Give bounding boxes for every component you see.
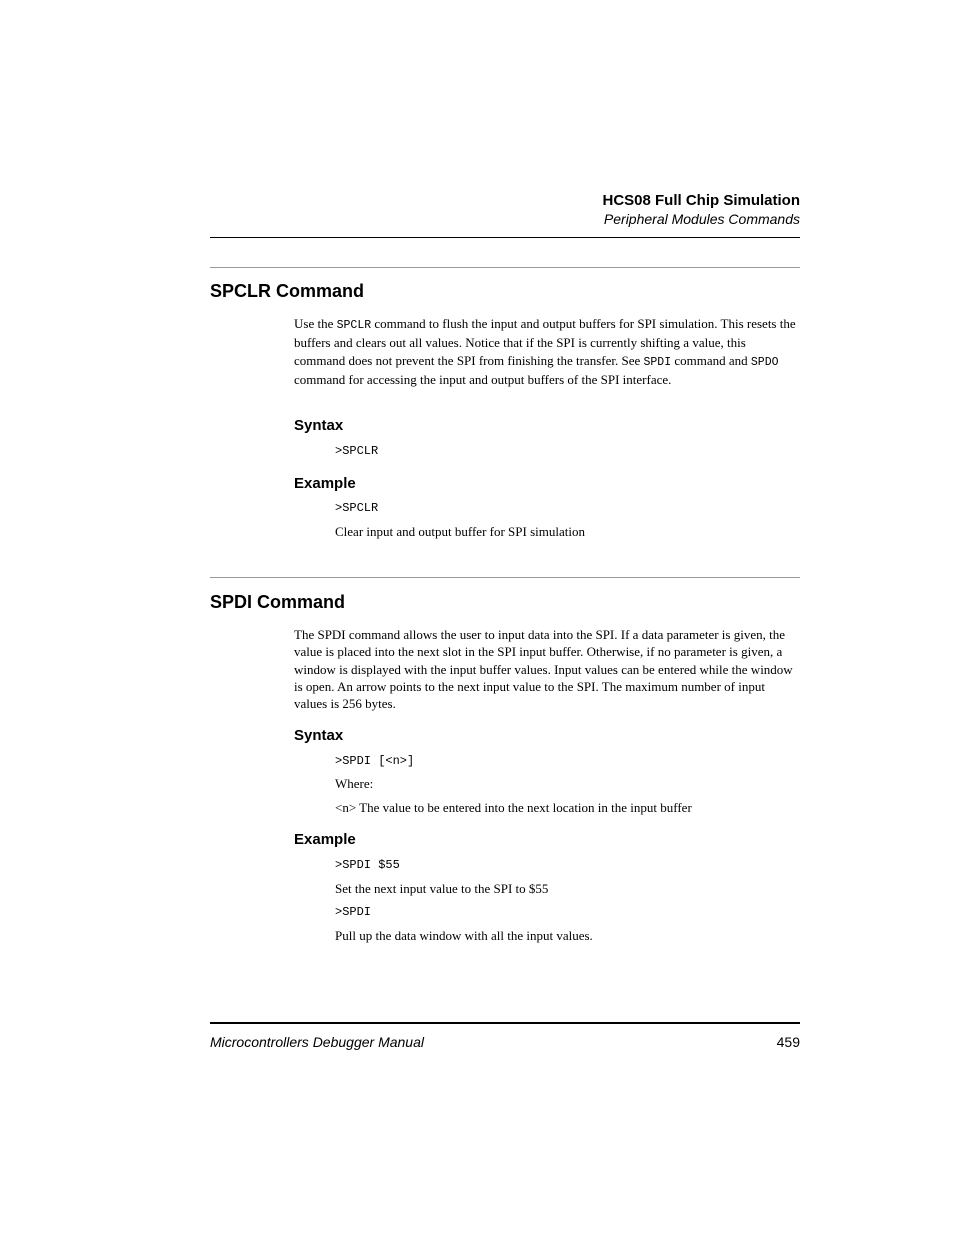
inline-code: SPCLR <box>336 319 372 332</box>
chapter-title: HCS08 Full Chip Simulation <box>602 192 800 209</box>
example-code: >SPDI <box>335 905 372 919</box>
text-run: command and <box>671 352 751 368</box>
text-run: Use the <box>294 316 337 331</box>
syntax-heading: Syntax <box>294 417 344 434</box>
text-run: command for accessing the input and output buffers of the SPI interface. <box>294 371 672 387</box>
syntax-code: >SPDI [<n>] <box>335 754 415 768</box>
section-heading-spdi: SPDI Command <box>210 592 346 612</box>
header-rule <box>210 237 800 238</box>
section-divider <box>210 267 800 268</box>
inline-code: SPDI <box>643 355 672 369</box>
example-code: >SPCLR <box>335 501 379 515</box>
example-description: Clear input and output buffer for SPI simulation <box>335 524 585 539</box>
syntax-heading: Syntax <box>294 727 344 744</box>
section-divider <box>210 577 800 578</box>
parameter-description: <n> The value to be entered into the next location in the input buffer <box>335 800 692 815</box>
example-heading: Example <box>294 831 356 848</box>
where-label: Where: <box>335 776 374 791</box>
example-code: >SPDI $55 <box>335 858 400 872</box>
page-number: 459 <box>776 1034 800 1050</box>
spdi-description: The SPDI command allows the user to input data into the SPI. If a data parameter is given, the value is placed into the next slot in the SPI input buffer. Otherwise, if no parameter is given, a window is displayed with the input buffer values. Input values can be entered while the window is open. An arrow points to the next input value to the SPI. The maximum number of input values is 256 bytes. <box>294 627 793 712</box>
section-heading-spclr: SPCLR Command <box>210 281 365 301</box>
inline-code: SPDO <box>750 355 779 369</box>
example-description: Set the next input value to the SPI to $55 <box>335 881 549 896</box>
syntax-code: >SPCLR <box>335 444 379 458</box>
spclr-description <box>294 315 800 388</box>
example-description: Pull up the data window with all the input values. <box>335 928 593 943</box>
chapter-subtitle: Peripheral Modules Commands <box>603 211 800 227</box>
running-header <box>602 192 800 228</box>
example-heading: Example <box>294 475 356 492</box>
footer-rule <box>210 1022 800 1024</box>
text-run: command to flush the input and output buffers for SPI simulation. This resets the buffers and clears out all values. Notice that if the SPI is currently shifting a value, this command does not prevent the SPI from finishing the transfer. See <box>294 316 796 368</box>
footer-manual-title: Microcontrollers Debugger Manual <box>210 1034 424 1050</box>
